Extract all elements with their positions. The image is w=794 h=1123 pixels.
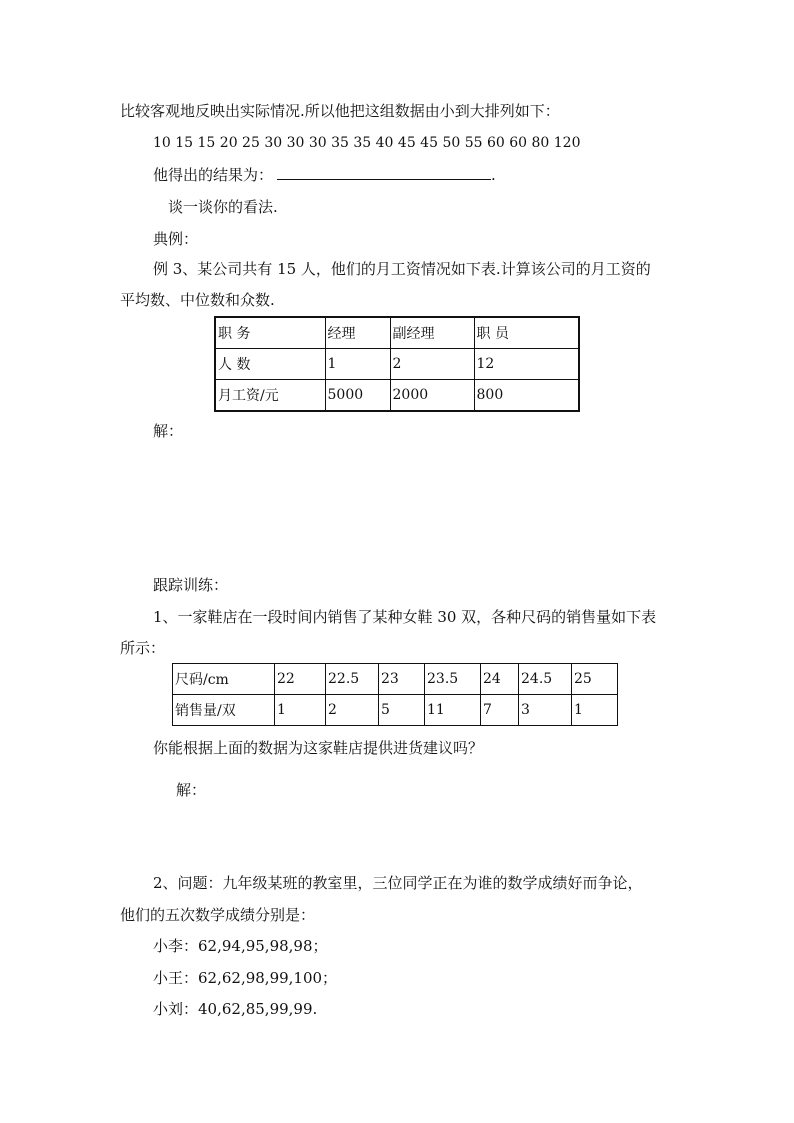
table-row <box>215 380 579 412</box>
student-scores-liu: 小刘：40,62,85,99,99. <box>153 1000 318 1018</box>
solution-label-2: 解： <box>176 781 207 799</box>
table-cell: 22 <box>275 664 326 695</box>
table-cell: 副经理 <box>390 317 474 349</box>
solution-label-1: 解： <box>153 422 184 440</box>
follow-up-heading: 跟踪训练： <box>153 576 229 594</box>
example-heading: 典例： <box>153 230 199 248</box>
table-cell: 2000 <box>390 380 474 412</box>
student-scores-wang: 小王：62,62,98,99,100； <box>153 969 338 987</box>
table-cell: 职 员 <box>474 317 579 349</box>
table-cell: 1 <box>275 695 326 726</box>
table-cell: 24 <box>481 664 519 695</box>
table-cell: 人 数 <box>215 349 325 380</box>
table-cell: 尺码/cm <box>173 664 275 695</box>
table-cell: 1 <box>572 695 618 726</box>
table-cell: 22.5 <box>326 664 379 695</box>
result-end: . <box>491 166 496 184</box>
table-row <box>173 664 618 695</box>
result-label: 他得出的结果为： <box>153 166 274 184</box>
paragraph-intro: 比较客观地反映出实际情况.所以他把这组数据由小到大排列如下： <box>120 102 560 120</box>
table-cell: 23 <box>379 664 425 695</box>
table-cell: 12 <box>474 349 579 380</box>
data-sequence: 10 15 15 20 25 30 30 30 35 35 40 45 45 50 55 60 60 80 120 <box>153 135 581 151</box>
table-row <box>215 317 579 349</box>
table-cell: 800 <box>474 380 579 412</box>
table-cell: 5000 <box>325 380 390 412</box>
table-cell: 2 <box>326 695 379 726</box>
table-cell: 3 <box>519 695 572 726</box>
result-line <box>153 164 496 185</box>
table-cell: 11 <box>425 695 481 726</box>
table-cell: 1 <box>325 349 390 380</box>
table-cell: 5 <box>379 695 425 726</box>
question2-line1: 2、问题：九年级某班的教室里，三位同学正在为谁的数学成绩好而争论， <box>153 874 643 892</box>
table-row <box>173 695 618 726</box>
shoe-size-table <box>172 663 618 726</box>
question1-line1: 1、一家鞋店在一段时间内销售了某种女鞋 30 双，各种尺码的销售量如下表 <box>153 608 657 626</box>
question1-prompt: 你能根据上面的数据为这家鞋店提供进货建议吗？ <box>153 739 484 757</box>
salary-table <box>214 316 580 412</box>
discussion-prompt: 谈一谈你的看法. <box>168 198 278 216</box>
example3-line1: 例 3、某公司共有 15 人，他们的月工资情况如下表.计算该公司的月工资的 <box>153 260 651 278</box>
table-cell: 7 <box>481 695 519 726</box>
example3-line2: 平均数、中位数和众数. <box>120 291 275 309</box>
table-cell: 月工资/元 <box>215 380 325 412</box>
table-row <box>215 349 579 380</box>
table-cell: 2 <box>390 349 474 380</box>
table-cell: 23.5 <box>425 664 481 695</box>
table-cell: 24.5 <box>519 664 572 695</box>
table-cell: 25 <box>572 664 618 695</box>
question1-line2: 所示： <box>120 639 166 657</box>
student-scores-li: 小李：62,94,95,98,98； <box>153 937 328 955</box>
table-cell: 销售量/双 <box>173 695 275 726</box>
answer-blank <box>277 164 491 180</box>
table-cell: 职 务 <box>215 317 325 349</box>
question2-line2: 他们的五次数学成绩分别是： <box>120 906 316 924</box>
table-cell: 经理 <box>325 317 390 349</box>
